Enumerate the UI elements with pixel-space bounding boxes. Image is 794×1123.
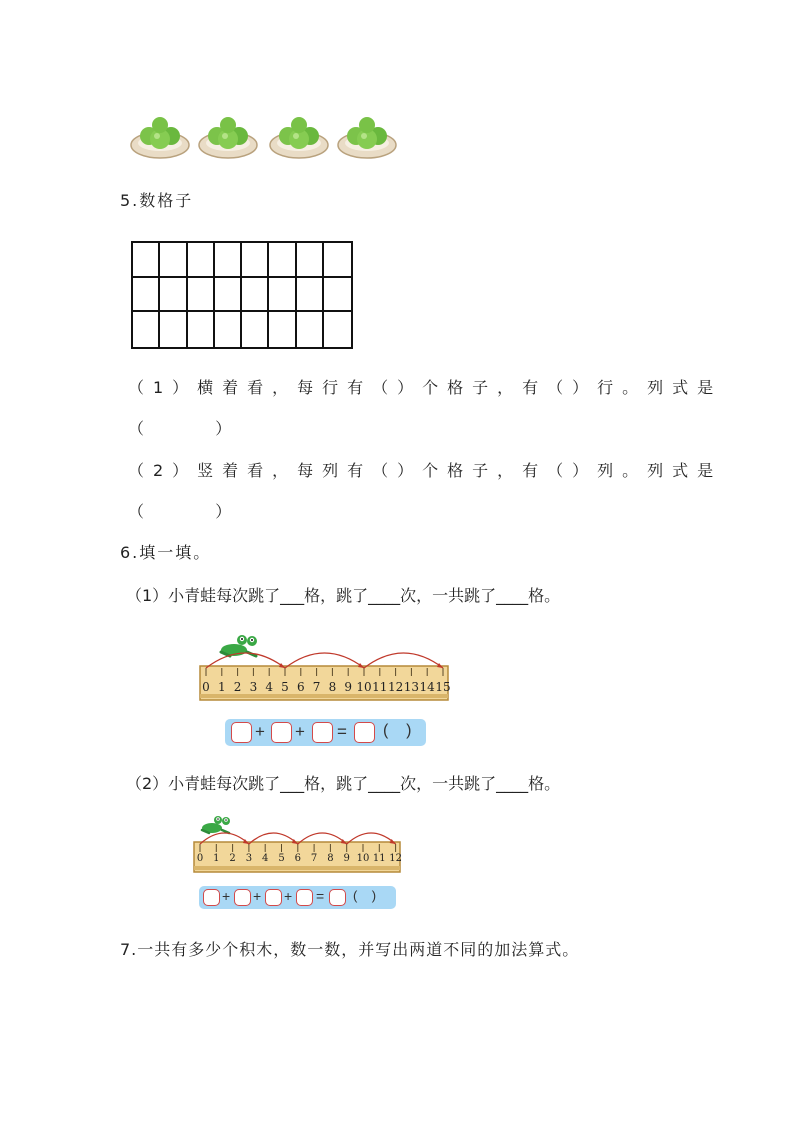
plus-sign: + xyxy=(255,722,265,741)
ruler-tick-label: 10 xyxy=(356,680,372,694)
answer-box[interactable] xyxy=(329,889,346,906)
answer-box[interactable] xyxy=(265,889,282,906)
ruler-tick-label: 15 xyxy=(435,680,451,694)
apple-plate-icon xyxy=(336,112,398,160)
ruler-tick-label: 6 xyxy=(294,853,301,864)
counting-grid xyxy=(131,241,353,349)
q6-part1-text: （1）小青蛙每次跳了___格，跳了____次，一共跳了____格。 xyxy=(126,586,561,605)
ruler-tick-label: 14 xyxy=(419,680,435,694)
ruler-tick-label: 7 xyxy=(310,853,318,864)
ruler-tick-label: 2 xyxy=(229,853,236,864)
ruler-tick-label: 8 xyxy=(327,853,334,864)
answer-box[interactable] xyxy=(203,889,220,906)
ruler-tick-label: 11 xyxy=(372,680,388,694)
ruler-tick-label: 12 xyxy=(389,853,402,864)
ruler-tick-label: 7 xyxy=(312,680,321,694)
ruler-tick-label: 9 xyxy=(344,680,353,694)
ruler-tick-label: 11 xyxy=(372,853,386,864)
ruler-tick-label: 12 xyxy=(387,680,404,694)
ruler-tick-label: 1 xyxy=(217,680,226,694)
ruler-tick-label: 1 xyxy=(213,853,220,864)
ruler-2 xyxy=(188,812,404,876)
q5-title: 5.数格子 xyxy=(120,191,194,210)
equation-bar-1 xyxy=(225,719,426,746)
plus-sign: + xyxy=(253,888,262,904)
plus-sign: + xyxy=(284,888,293,904)
answer-box[interactable] xyxy=(234,889,251,906)
ruler-tick-label: 0 xyxy=(202,680,210,694)
ruler-tick-label: 5 xyxy=(278,853,285,864)
ruler-tick-label: 3 xyxy=(245,853,253,864)
equation-bar-2 xyxy=(199,886,396,909)
answer-box[interactable] xyxy=(312,722,333,743)
ruler-tick-label: 3 xyxy=(249,680,258,694)
answer-box[interactable] xyxy=(231,722,252,743)
q6-title: 6.填一填。 xyxy=(120,543,212,562)
frog-icon xyxy=(202,816,230,833)
ruler-tick-label: 4 xyxy=(265,680,274,694)
q5-part2-line1: （2）竖着看，每列有（）个格子，有（）列。列式是 xyxy=(128,461,723,480)
apple-plate-icon xyxy=(268,112,330,160)
ruler-tick-label: 2 xyxy=(233,680,242,694)
answer-box[interactable] xyxy=(296,889,313,906)
ruler-tick-label: 4 xyxy=(262,853,269,864)
unit-parentheses: ( ) xyxy=(353,888,377,903)
q6-part2-text: （2）小青蛙每次跳了___格，跳了____次，一共跳了____格。 xyxy=(126,774,561,793)
answer-box[interactable] xyxy=(271,722,292,743)
ruler-tick-label: 5 xyxy=(281,680,289,694)
ruler-tick-label: 8 xyxy=(328,680,337,694)
plus-sign: + xyxy=(222,888,231,904)
unit-parentheses: ( ) xyxy=(383,722,412,739)
ruler-tick-label: 6 xyxy=(296,680,305,694)
answer-box[interactable] xyxy=(354,722,375,743)
ruler-tick-label: 0 xyxy=(196,853,204,864)
plus-sign: + xyxy=(295,722,305,741)
q7-title: 7.一共有多少个积木，数一数，并写出两道不同的加法算式。 xyxy=(120,940,580,959)
ruler-tick-label: 10 xyxy=(356,853,370,864)
q5-part1-answer-blank: （ ） xyxy=(128,419,232,438)
ruler-tick-label: 13 xyxy=(403,680,420,694)
equals-sign: = xyxy=(337,722,347,741)
ruler-1 xyxy=(190,628,452,706)
equals-sign: = xyxy=(316,888,325,904)
ruler-tick-label: 9 xyxy=(343,853,350,864)
q5-part2-answer-blank: （ ） xyxy=(128,502,232,521)
q5-part1-line1: （1）横着看，每行有（）个格子，有（）行。列式是 xyxy=(128,378,723,397)
apple-plate-icon xyxy=(197,112,259,160)
apple-plate-icon xyxy=(129,112,191,160)
